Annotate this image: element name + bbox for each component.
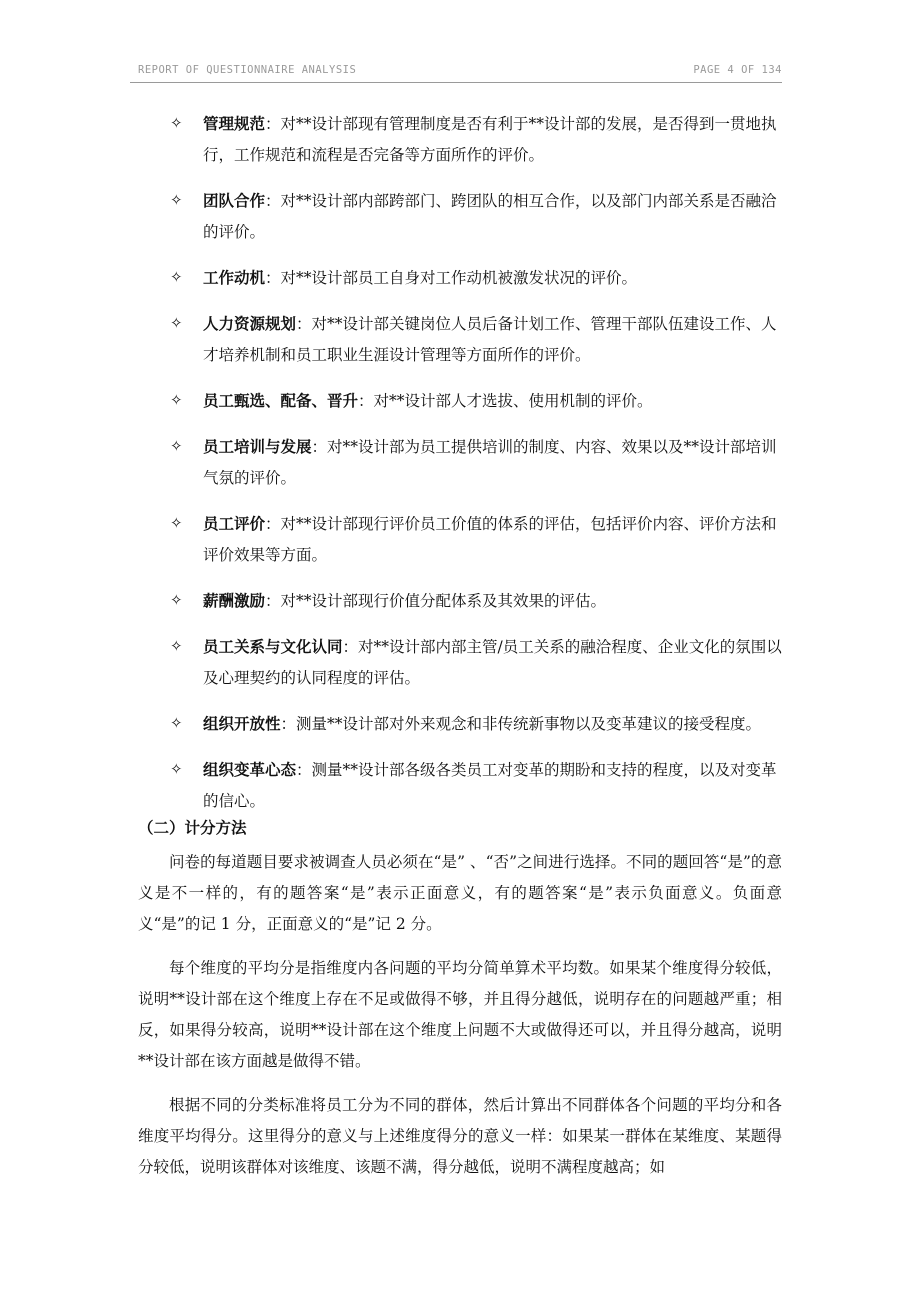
dimension-list	[170, 108, 790, 831]
dimension-description: ：测量**设计部各级各类员工对变革的期盼和支持的程度，以及对变革的信心。	[203, 761, 777, 810]
paragraph: 每个维度的平均分是指维度内各问题的平均分简单算术平均数。如果某个维度得分较低，说明**设计部在这个维度上存在不足或做得不够，并且得分越低，说明存在的问题越严重；相反，如果得分较高，说明**设计部在这个维度上问题不大或做得还可以，并且得分越高，说明**设计部在该方面越是做得不错。	[138, 959, 782, 1070]
section-heading: （二）计分方法	[138, 818, 247, 837]
dimension-term: 工作动机	[203, 268, 266, 287]
dimension-description: ：对**设计部现有管理制度是否有利于**设计部的发展，是否得到一贯地执行，工作规范和流程是否完备等方面所作的评价。	[203, 115, 777, 164]
paragraph: 根据不同的分类标准将员工分为不同的群体，然后计算出不同群体各个问题的平均分和各维度平均得分。这里得分的意义与上述维度得分的意义一样：如果某一群体在某维度、某题得分较低，说明该群体对该维度、该题不满，得分越低，说明不满程度越高；如	[138, 1096, 782, 1176]
dimension-description: ：对**设计部员工自身对工作动机被激发状况的评价。	[265, 269, 638, 287]
page-header	[138, 64, 782, 82]
dimension-term: 员工评价	[203, 514, 266, 533]
dimension-item	[170, 308, 790, 371]
dimension-term: 员工甄选、配备、晋升	[203, 391, 359, 410]
diamond-bullet-icon: ✧	[170, 391, 183, 409]
dimension-description: ：对**设计部关键岗位人员后备计划工作、管理干部队伍建设工作、人才培养机制和员工职业生涯设计管理等方面所作的评价。	[203, 315, 777, 364]
diamond-bullet-icon: ✧	[170, 114, 183, 132]
dimension-term: 团队合作	[203, 191, 266, 210]
body-text	[138, 847, 782, 1196]
dimension-term: 组织变革心态	[203, 760, 297, 779]
diamond-bullet-icon: ✧	[170, 760, 183, 778]
diamond-bullet-icon: ✧	[170, 637, 183, 655]
diamond-bullet-icon: ✧	[170, 191, 183, 209]
dimension-item	[170, 754, 790, 817]
dimension-description: ：对**设计部内部主管/员工关系的融洽程度、企业文化的氛围以及心理契约的认同程度的评估。	[203, 638, 782, 687]
dimension-description: ：对**设计部人才选拔、使用机制的评价。	[358, 392, 653, 410]
dimension-item	[170, 108, 790, 171]
dimension-item	[170, 508, 790, 571]
dimension-item	[170, 431, 790, 494]
diamond-bullet-icon: ✧	[170, 268, 183, 286]
dimension-item	[170, 585, 790, 617]
header-report-title: REPORT OF QUESTIONNAIRE ANALYSIS	[138, 64, 357, 76]
dimension-term: 员工培训与发展	[203, 437, 312, 456]
dimension-term: 人力资源规划	[203, 314, 297, 333]
header-divider	[130, 82, 782, 83]
paragraph: 问卷的每道题目要求被调查人员必须在“是” 、“否”之间进行选择。不同的题回答“是”的意义是不一样的，有的题答案“是”表示正面意义，有的题答案“是”表示负面意义。负面意义“是”的记 1 分，正面意义的“是”记 2 分。	[138, 853, 782, 933]
dimension-term: 组织开放性	[203, 714, 281, 733]
dimension-item	[170, 185, 790, 248]
dimension-description: ：对**设计部内部跨部门、跨团队的相互合作，以及部门内部关系是否融洽的评价。	[203, 192, 777, 241]
diamond-bullet-icon: ✧	[170, 514, 183, 532]
dimension-item	[170, 708, 790, 740]
dimension-item	[170, 631, 790, 694]
dimension-item	[170, 385, 790, 417]
dimension-description: ：测量**设计部对外来观念和非传统新事物以及变革建议的接受程度。	[280, 715, 762, 733]
dimension-term: 员工关系与文化认同	[203, 637, 343, 656]
diamond-bullet-icon: ✧	[170, 437, 183, 455]
diamond-bullet-icon: ✧	[170, 314, 183, 332]
dimension-term: 薪酬激励	[203, 591, 266, 610]
diamond-bullet-icon: ✧	[170, 591, 183, 609]
dimension-description: ：对**设计部为员工提供培训的制度、内容、效果以及**设计部培训气氛的评价。	[203, 438, 777, 487]
dimension-item	[170, 262, 790, 294]
header-page-number: PAGE 4 OF 134	[693, 64, 782, 76]
dimension-term: 管理规范	[203, 114, 266, 133]
diamond-bullet-icon: ✧	[170, 714, 183, 732]
dimension-description: ：对**设计部现行价值分配体系及其效果的评估。	[265, 592, 607, 610]
dimension-description: ：对**设计部现行评价员工价值的体系的评估，包括评价内容、评价方法和评价效果等方面。	[203, 515, 777, 564]
